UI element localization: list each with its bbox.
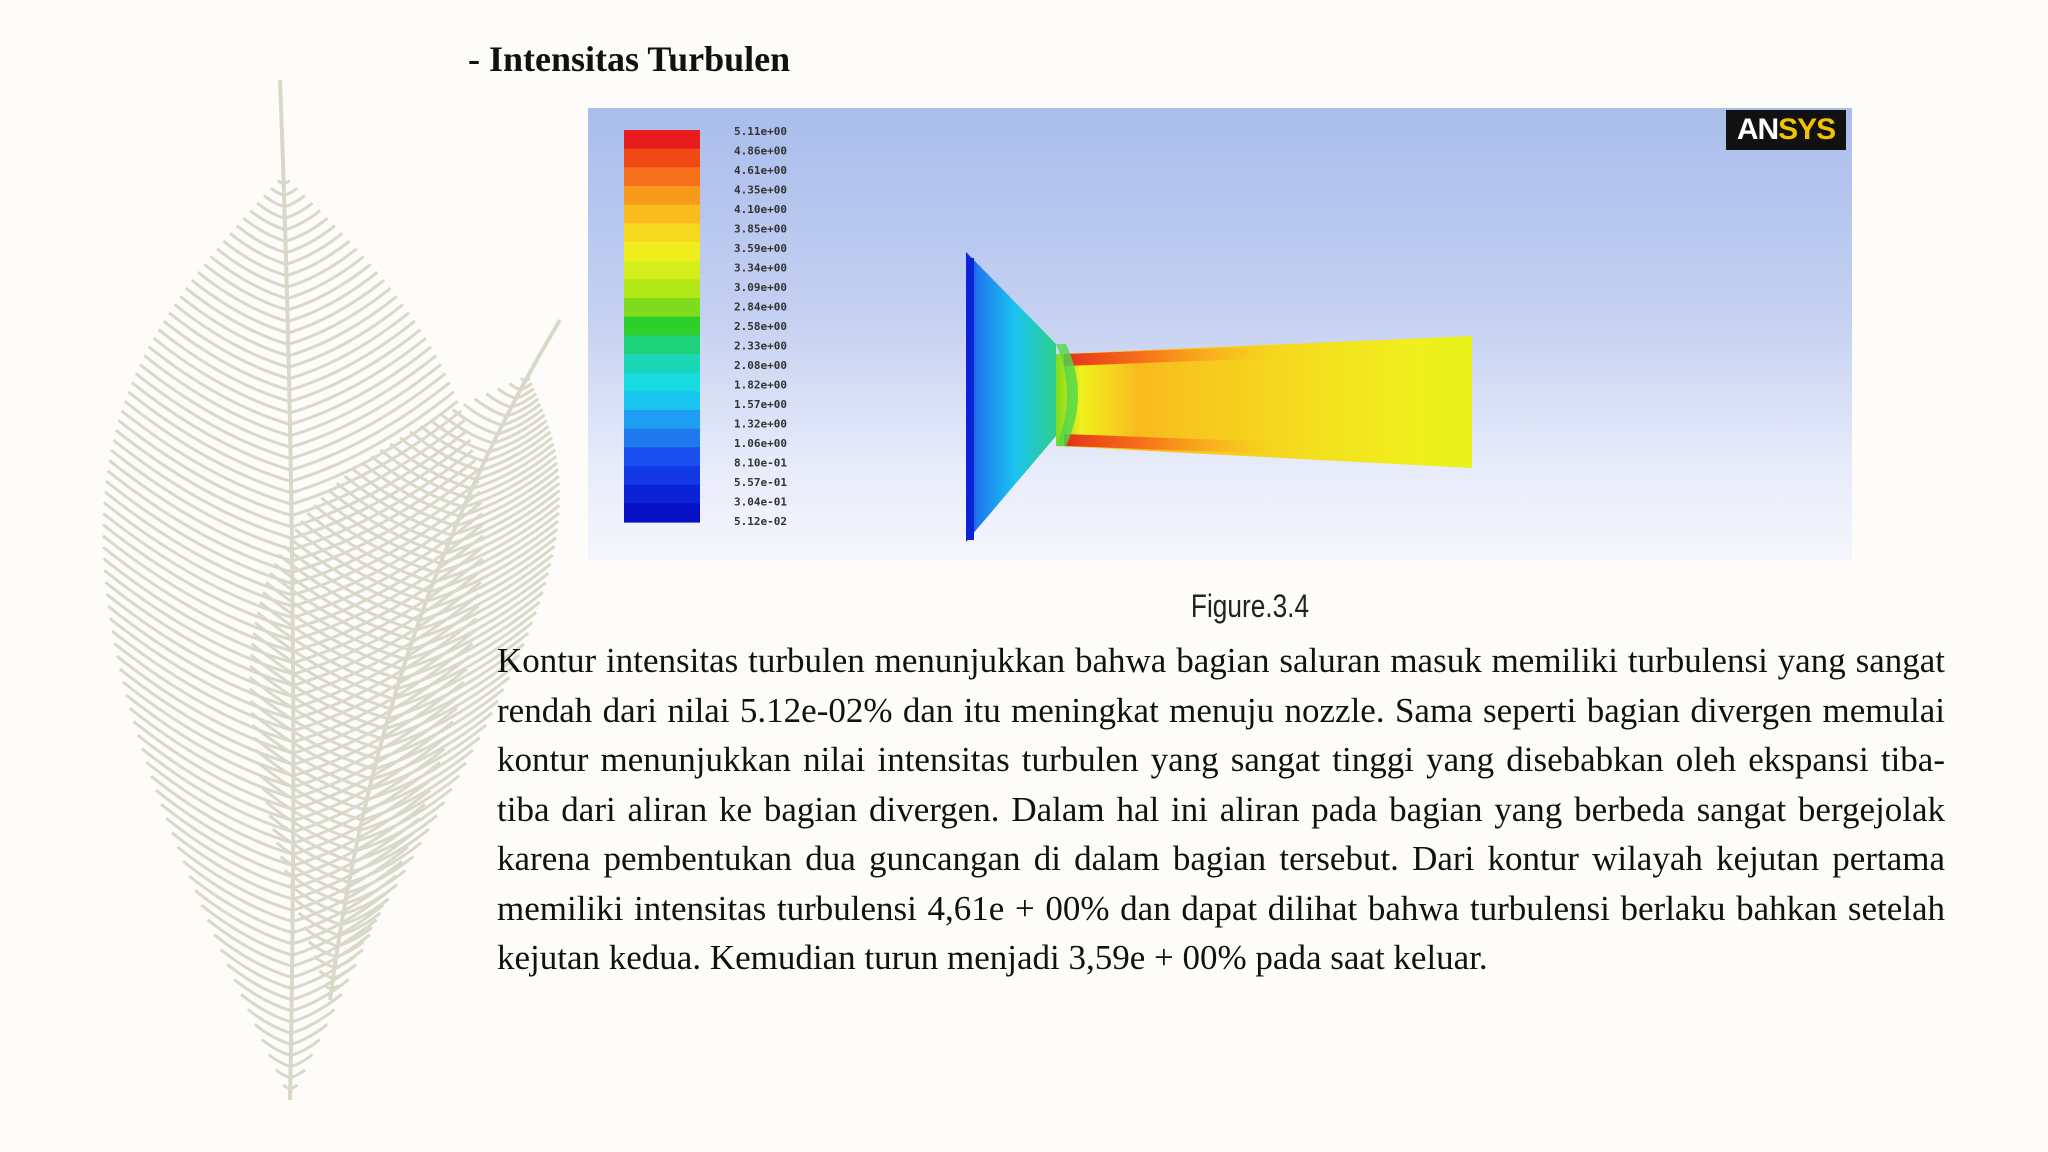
legend-label: 2.84e+00 [734,300,787,314]
nozzle-inlet-region [966,252,1056,542]
legend-label: 5.57e-01 [734,476,787,489]
inlet-edge [966,258,974,540]
legend-swatch [624,167,700,186]
body-paragraph: Kontur intensitas turbulen menunjukkan bahwa bagian saluran masuk memiliki turbulensi yang sangat rendah dari nilai 5.12e-02% dan itu meningkat menuju nozzle. Sama seperti bagian divergen memulai kontur menunjukkan nilai intensitas turbulen yang sangat tinggi yang disebabkan oleh ekspansi tiba-tiba dari aliran ke bagian divergen. Dalam hal ini aliran pada bagian yang berbeda sangat bergejolak karena pembentukan dua guncangan di dalam bagian tersebut. Dari kontur wilayah kejutan pertama memiliki intensitas turbulensi 4,61e + 00% dan dapat dilihat bahwa turbulensi berlaku bahkan setelah kejutan kedua. Kemudian turun menjadi 3,59e + 00% pada saat keluar. [497,641,1945,977]
legend-swatch [624,149,700,168]
legend-label: 2.08e+00 [734,359,787,372]
legend-label: 5.12e-02 [734,515,787,528]
legend-swatch [624,317,700,336]
legend-labels [734,125,787,528]
legend-swatch [624,391,700,410]
turbulence-contour-figure [588,108,1852,560]
legend-swatch [624,242,700,261]
legend-label: 4.86e+00 [734,144,787,158]
legend-label: 4.10e+00 [734,203,787,216]
legend-swatch [624,485,700,504]
legend-label: 1.57e+00 [734,398,787,411]
legend-swatch [624,429,700,448]
legend-label: 3.09e+00 [734,281,787,294]
legend-label: 3.85e+00 [734,222,787,236]
legend-label: 4.61e+00 [734,164,787,177]
legend-label: 3.59e+00 [734,242,787,255]
legend-swatch [624,130,700,149]
legend-label: 1.06e+00 [734,437,787,450]
legend-swatch [624,354,700,373]
legend-label: 3.04e-01 [734,495,787,509]
page-title: - Intensitas Turbulen [468,39,791,79]
legend-swatch [624,503,700,522]
ansys-logo: ANSYS [1726,110,1846,150]
legend-label: 4.35e+00 [734,183,787,197]
legend-label: 1.82e+00 [734,378,787,392]
legend-swatch [624,447,700,466]
legend-swatch [624,466,700,485]
color-legend [624,130,700,523]
legend-label: 5.11e+00 [734,125,787,138]
legend-swatch [624,335,700,354]
legend-swatch [624,186,700,205]
legend-label: 3.34e+00 [734,261,787,275]
legend-swatch [624,279,700,298]
legend-swatch [624,223,700,242]
legend-label: 2.33e+00 [734,339,787,353]
legend-swatch [624,410,700,429]
legend-swatch [624,205,700,224]
figure-caption: Figure.3.4 [1190,588,1310,624]
legend-label: 1.32e+00 [734,417,787,431]
legend-swatch [624,373,700,392]
legend-label: 8.10e-01 [734,456,787,470]
legend-label: 2.58e+00 [734,320,787,333]
contour-plot [588,108,1852,560]
legend-swatch [624,261,700,280]
legend-swatch [624,298,700,317]
